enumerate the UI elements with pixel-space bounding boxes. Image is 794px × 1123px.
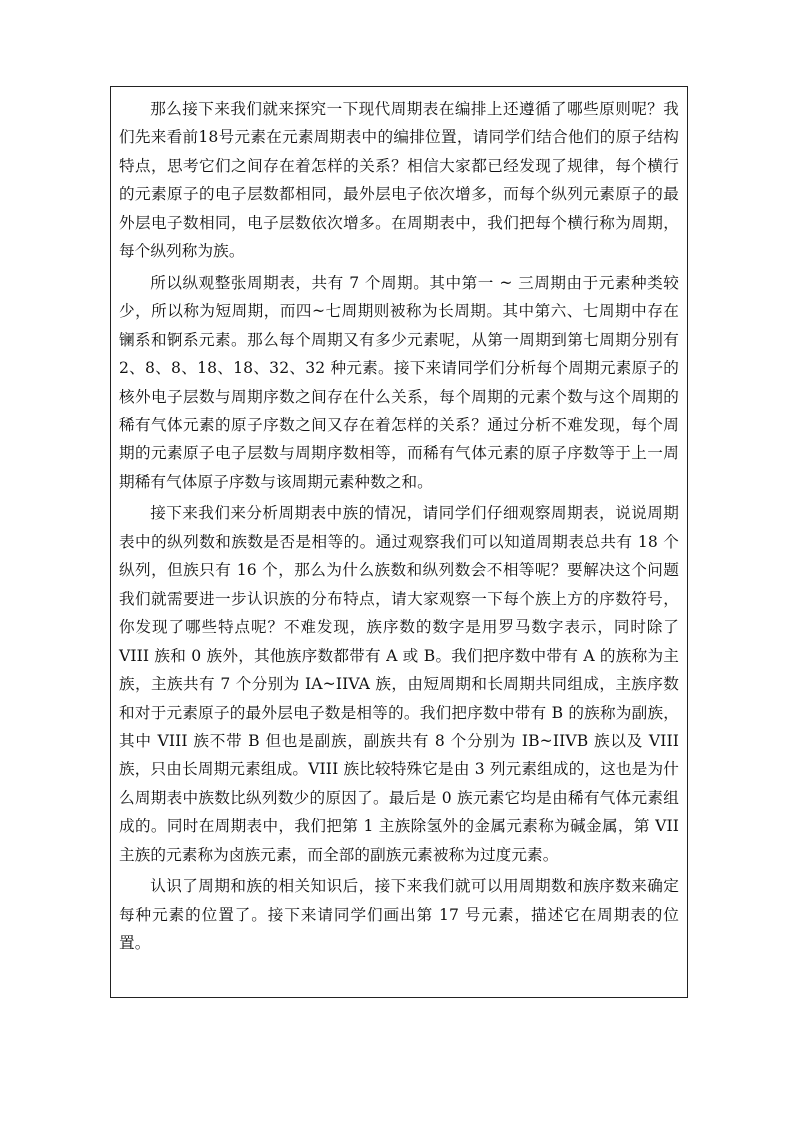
paragraph-groups: 接下来我们来分析周期表中族的情况，请同学们仔细观察周期表，说说周期表中的纵列数和族数是否是相等的。通过观察我们可以知道周期表总共有 18 个纵列，但族只有 16 个，那么为什么族数和纵列数会不相等呢？要解决这个问题我们就需要进一步认识族的分布特点，请大家观察一下每个族上方的序数符号，你发现了哪些特点呢？不难发现，族序数的数字是用罗马数字表示，同时除了 VIII 族和 0 族外，其他族序数都带有 A 或 B。我们把序数中带有 A 的族称为主族，主族共有 7 个分别为 IA~IIVA 族，由短周期和长周期共同组成，主族序数和对于元素原子的最外层电子数是相等的。我们把序数中带有 B 的族称为副族，其中 VIII 族不带 B 但也是副族，副族共有 8 个分别为 IB~IIVB 族以及 VIII 族，只由长周期元素组成。VIII 族比较特殊它是由 3 列元素组成的，这也是为什么周期表中族数比纵列数少的原因了。最后是 0 族元素它均是由稀有气体元素组成的。同时在周期表中，我们把第 1 主族除氢外的金属元素称为碱金属，第 VII 主族的元素称为卤族元素，而全部的副族元素被称为过度元素。 (119, 504, 685, 864)
paragraph-period-group-principles: 那么接下来我们就来探究一下现代周期表在编排上还遵循了哪些原则呢？我们先来看前18号元素在元素周期表中的编排位置，请同学们结合他们的原子结构特点，思考它们之间存在着怎样的关系？相信大家都已经发现了规律，每个横行的元素原子的电子层数都相同，最外层电子依次增多，而每个纵列元素原子的最外层电子数相同，电子层数依次增多。在周期表中，我们把每个横行称为周期，每个纵列称为族。 (119, 100, 679, 261)
paragraph-periods: 所以纵观整张周期表，共有 7 个周期。其中第一 ~ 三周期由于元素种类较少，所以称为短周期，而四~七周期则被称为长周期。其中第六、七周期中存在镧系和锕系元素。那么每个周期又有多少元素呢，从第一周期到第七周期分别有 2、8、8、18、18、32、32 种元素。接下来请同学们分析每个周期元素原子的核外电子层数与周期序数之间存在什么关系，每个周期的元素个数与这个周期的稀有气体元素的原子序数之间又存在着怎样的关系？通过分析不难发现，每个周期的元素原子电子层数与周期序数相等，而稀有气体元素的原子序数等于上一周期稀有气体原子序数与该周期元素种数之和。 (119, 273, 685, 491)
paragraph-element-position: 认识了周期和族的相关知识后，接下来我们就可以用周期数和族序数来确定每种元素的位置了。接下来请同学们画出第 17 号元素，描述它在周期表的位置。 (119, 877, 679, 953)
document-table-cell (110, 86, 688, 998)
